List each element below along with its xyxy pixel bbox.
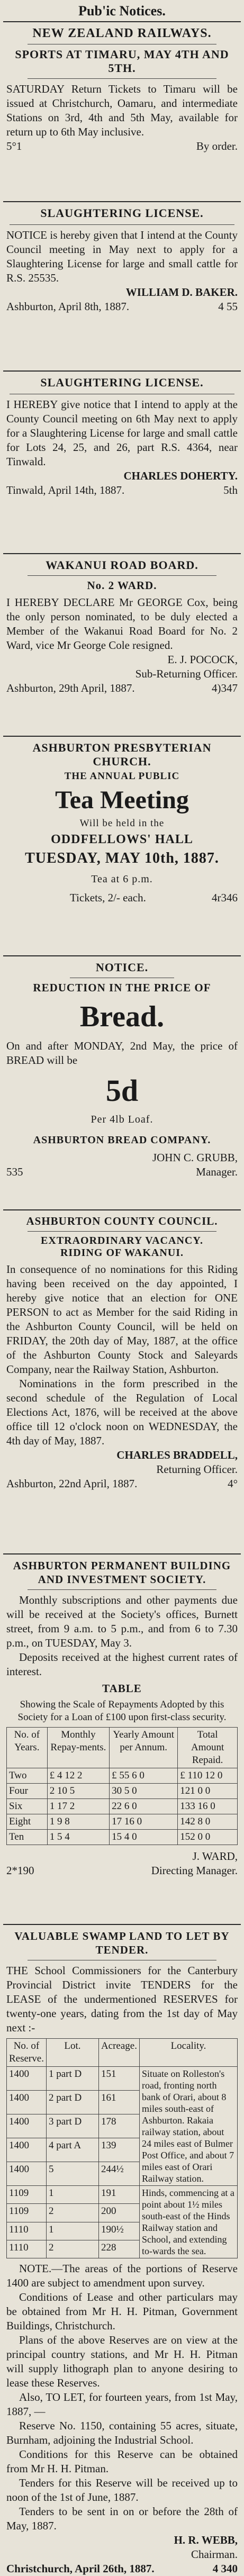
table-cell: 1110 [7, 2240, 47, 2258]
col-header: Acreage. [98, 2039, 139, 2067]
table-row [7, 1814, 238, 1830]
table-cell: 5 [46, 2162, 98, 2186]
col-header: Monthly Repay-ments. [47, 1728, 109, 1768]
county-role: Returning Officer. [156, 1463, 238, 1476]
building-ref: 2*190 [6, 1864, 34, 1877]
table-cell: 152 0 0 [178, 1830, 238, 1845]
table-row [7, 1830, 238, 1845]
table-cell: Ten [7, 1830, 48, 1845]
slaughter2-title: SLAUGHTERING LICENSE. [40, 376, 204, 389]
table-cell: 178 [98, 2114, 139, 2138]
table-cell: 1109 [7, 2204, 47, 2222]
tea-hall: ODDFELLOWS' HALL [51, 833, 193, 846]
table-cell: 139 [98, 2138, 139, 2162]
table-cell: £ 110 12 0 [178, 1768, 238, 1784]
table-cell: 190½ [98, 2222, 139, 2240]
slaughter1-date: Ashburton, April 8th, 1887. [6, 300, 130, 313]
tea-date: TUESDAY, MAY 10th, 1887. [25, 850, 219, 866]
table-cell: Four [7, 1784, 48, 1799]
table-cell: 151 [98, 2067, 139, 2091]
swamp-note3: Plans of the above Reserves are on view at the principal country stations, and Mr H. H. Pitman will supply lithograph plan to anyone desiring to lease these Reserves. [6, 2334, 238, 2389]
table-cell: 1 9 8 [47, 1814, 109, 1830]
reserves-table [6, 2038, 238, 2258]
table-cell: 1 17 2 [47, 1799, 109, 1814]
county-body1: In consequence of no nominations for this Riding having been received on the day appointed, I hereby give notice that an election for ONE PERSON to act as Member for the said Riding in the Ashburton County Council, will be held on FRIDAY, the 20th day of May, 1887, at the office of the Ashburton County Stock and Saleyards Company, near the Railway Station, Ashburton. [6, 1263, 238, 1376]
table-cell: 1109 [7, 2186, 47, 2204]
divider [3, 1209, 241, 1210]
table-cell: Eight [7, 1814, 48, 1830]
swamp-role: Chairman. [191, 2548, 238, 2561]
table-cell: 2 part D [46, 2091, 98, 2114]
building-title: ASHBURTON PERMANENT BUILDING AND INVESTMENT SOCIETY. [13, 1559, 231, 1586]
slaughter1-name: WILLIAM D. BAKER. [125, 286, 238, 299]
table-cell: 3 part D [46, 2114, 98, 2138]
slaughter2-body: I HEREBY give notice that I intend to apply at the County Council meeting on 6th May next to apply for a Slaughtering License for large and small cattle for Lots 24, 25, and 26, part R.S. 4364, near Tinwald. [6, 398, 238, 468]
bread-company: ASHBURTON BREAD COMPANY. [33, 1134, 211, 1146]
tea-tickets: Tickets, 2/- each. [70, 891, 146, 904]
building-body2: Deposits received at the highest current rates of interest. [6, 1651, 238, 1678]
table-cell: 161 [98, 2091, 139, 2114]
bread-price: 5d [105, 1073, 139, 1108]
table-cell: 244½ [98, 2162, 139, 2186]
table-cell: 1 [46, 2186, 98, 2204]
swamp-note7: Tenders for this Reserve will be received up to noon of the 1st of June, 1887. [6, 2476, 238, 2503]
slaughter2-ref: 5th [223, 484, 238, 496]
wakanui-role: Sub-Returning Officer. [135, 667, 238, 680]
wakanui-date: Ashburton, 29th April, 1887. [6, 682, 135, 694]
slaughter1-body: NOTICE is hereby given that I intend at the County Council meeting in May next to apply for a Slaughtering License for large and small cattle for R.S. 25535. [6, 229, 238, 284]
divider [3, 21, 241, 22]
table-cell: 1 [46, 2222, 98, 2240]
county-ref: 4° [228, 1477, 238, 1490]
table-cell: 133 16 0 [178, 1799, 238, 1814]
slaughter2-date: Tinwald, April 14th, 1887. [6, 484, 125, 496]
divider [3, 370, 241, 372]
slaughter2-name: CHARLES DOHERTY. [123, 469, 238, 482]
col-header: Locality. [139, 2039, 237, 2067]
table-cell: £ 55 6 0 [110, 1768, 178, 1784]
table-cell: 1400 [7, 2162, 47, 2186]
table-cell: 2 [46, 2204, 98, 2222]
locality-cell: Hinds, commencing at a point about 1½ miles south-east of the Hinds Railway station and School, and extending to-wards the sea. [139, 2186, 237, 2258]
divider [28, 78, 216, 79]
county-date: Ashburton, 22nd April, 1887. [6, 1477, 138, 1490]
swamp-land-notice [0, 1929, 244, 2575]
slaughter1-title: SLAUGHTERING LICENSE. [40, 206, 204, 220]
table-cell: 1 part D [46, 2067, 98, 2091]
table-row [7, 1768, 238, 1784]
table-cell: 4 part A [46, 2138, 98, 2162]
col-header: Total Amount Repaid. [178, 1728, 238, 1768]
table-cell: 191 [98, 2186, 139, 2204]
table-cell: 22 6 0 [110, 1799, 178, 1814]
col-header: No. of Reserve. [7, 2039, 47, 2067]
tea-annual: THE ANNUAL PUBLIC [64, 771, 180, 782]
building-name: J. WARD, [192, 1850, 238, 1863]
railways-sign: By order. [196, 140, 238, 152]
divider [28, 575, 216, 576]
table-cell: 1400 [7, 2067, 47, 2091]
bread-body: On and after MONDAY, 2nd May, the price of BREAD will be [6, 1040, 238, 1066]
slaughter-notice-1 [0, 206, 244, 370]
repayment-table [6, 1727, 238, 1845]
railways-notice [0, 26, 244, 201]
swamp-note2: Conditions of Lease and other particulars may be obtained from Mr H. H. Pitman, Government Buildings, Christchurch. [6, 2291, 238, 2332]
bread-role: Manager. [196, 1165, 238, 1178]
table-cell: 30 5 0 [110, 1784, 178, 1799]
col-header: Yearly Amount per Annum. [110, 1728, 178, 1768]
divider [3, 955, 241, 956]
bread-title: Bread. [79, 1000, 165, 1033]
swamp-note8: Tenders to be sent in on or before the 28th of May, 1887. [6, 2505, 238, 2532]
table-cell: 228 [98, 2240, 139, 2258]
bread-notice [0, 961, 244, 1209]
col-header: Lot. [46, 2039, 98, 2067]
wakanui-ward: No. 2 WARD. [87, 579, 157, 592]
swamp-name: H. R. WEBB, [174, 2534, 238, 2546]
swamp-body: THE School Commissioners for the Canterbury Provincial District invite TENDERS for the LEASE of the undermentioned RESERVES for twenty-one years, dating from the 1st day of May next :- [6, 1964, 238, 2034]
divider [3, 1924, 241, 1925]
table-cell: 2 10 5 [47, 1784, 109, 1799]
table-row [7, 2067, 238, 2091]
tea-meeting-notice [0, 741, 244, 955]
table-cell: 1400 [7, 2138, 47, 2162]
swamp-ref: 4 340 [212, 2562, 238, 2575]
bread-name: JOHN C. GRUBB, [152, 1151, 238, 1164]
divider [3, 736, 241, 737]
bread-reduction: REDUCTION IN THE PRICE OF [33, 981, 211, 994]
swamp-date: Christchurch, April 26th, 1887. [6, 2562, 155, 2575]
building-society-notice [0, 1559, 244, 1924]
table-cell: 15 4 0 [110, 1830, 178, 1845]
divider [28, 1589, 216, 1590]
railways-title: NEW ZEALAND RAILWAYS. [32, 26, 212, 40]
divider [3, 553, 241, 554]
section-heading: Pub'ic Notices. [78, 3, 166, 19]
locality-cell: Situate on Rolleston's road, fronting north bank of Orari, about 8 miles south-east of Ashburton. Rakaia railway station, about 24 miles east of Bulmer Post Office, and about 7 miles east of Orari Railway station. [139, 2067, 237, 2186]
table-cell: 1400 [7, 2091, 47, 2114]
table-header-row [7, 2039, 238, 2067]
slaughter-notice-2 [0, 376, 244, 553]
wakanui-notice [0, 558, 244, 736]
railways-subtitle: SPORTS AT TIMARU, MAY 4TH AND 5TH. [15, 48, 229, 75]
county-body2: Nominations in the form prescribed in the second schedule of the Regulation of Local Elections Act, 1876, will be received at the above office till 12 o'clock noon on WEDNESDAY, the 4th day of May, 1887. [6, 1377, 238, 1447]
wakanui-name: E. J. POCOCK, [167, 653, 238, 666]
table-cell: 1 5 4 [47, 1830, 109, 1845]
swamp-note1: NOTE.—The areas of the portions of Reserve 1400 are subject to amendment upon survey. [6, 2262, 238, 2289]
table-cell: 2 [46, 2240, 98, 2258]
table-row [7, 1784, 238, 1799]
divider [3, 1553, 241, 1554]
wakanui-ref: 4)347 [212, 682, 238, 694]
table-cell: 121 0 0 [178, 1784, 238, 1799]
table-header-row [7, 1728, 238, 1768]
table-cell: Two [7, 1768, 48, 1784]
bread-notice-label: NOTICE. [95, 961, 149, 974]
tea-time: Tea at 6 p.m. [91, 873, 153, 885]
divider [10, 224, 234, 225]
swamp-title: VALUABLE SWAMP LAND TO LET BY TENDER. [14, 1930, 230, 1956]
divider [3, 201, 241, 202]
bread-per: Per 4lb Loaf. [91, 1114, 153, 1125]
table-cell: 17 16 0 [110, 1814, 178, 1830]
county-sub1: EXTRAORDINARY VACANCY. [41, 1235, 203, 1246]
county-title: ASHBURTON COUNTY COUNCIL. [26, 1215, 218, 1227]
wakanui-body: I HEREBY DECLARE Mr GEORGE Cox, being the only person nominated, to be duly elected a Member of the Wakanui Road Board for No. 2 Ward, vice Mr George Cole resigned. [6, 596, 238, 652]
wakanui-title: WAKANUI ROAD BOARD. [46, 558, 198, 572]
table-cell: 1400 [7, 2114, 47, 2138]
slaughter1-ref: 4 55 [218, 300, 238, 313]
county-council-notice [0, 1215, 244, 1553]
tea-held: Will be held in the [79, 818, 165, 829]
railways-body: SATURDAY Return Tickets to Timaru will be issued at Christchurch, Oamaru, and intermediate Stations on 3rd, 4th and 5th May, available for return up to 6th May inclusive. [6, 83, 238, 138]
swamp-note4: Also, TO LET, for fourteen years, from 1st May, 1887, — [6, 2391, 238, 2418]
tea-church: ASHBURTON PRESBYTERIAN CHURCH. [32, 741, 212, 768]
tea-title: Tea Meeting [55, 786, 189, 814]
swamp-note6: Conditions for this Reserve can be obtained from Mr H. H. Pitman. [6, 2448, 238, 2475]
tea-ref: 4r346 [212, 891, 238, 904]
table-cell: Six [7, 1799, 48, 1814]
bread-ref: 535 [6, 1165, 23, 1178]
table-cell: £ 4 12 2 [47, 1768, 109, 1784]
building-table-desc: Showing the Scale of Repayments Adopted by this Society for a Loan of £100 upon first-class security. [17, 1699, 227, 1723]
building-body1: Monthly subscriptions and other payments due will be received at the Society's offices, Burnett street, from 9 a.m. to 5 p.m., and from 6 to 7.30 p.m., on TUESDAY, May 3. [6, 1594, 238, 1649]
county-name: CHARLES BRADDELL, [116, 1449, 238, 1461]
table-row [7, 2186, 238, 2204]
col-header: No. of Years. [7, 1728, 48, 1768]
table-cell: 142 8 0 [178, 1814, 238, 1830]
county-sub2: RIDING OF WAKANUI. [60, 1247, 184, 1259]
table-cell: 1110 [7, 2222, 47, 2240]
divider [28, 1231, 216, 1232]
table-row [7, 1799, 238, 1814]
building-table-title: TABLE [102, 1682, 142, 1695]
building-role: Directing Manager. [151, 1864, 238, 1877]
railways-ref: 5°1 [6, 140, 22, 152]
table-cell: 200 [98, 2204, 139, 2222]
swamp-note5: Reserve No. 1150, containing 55 acres, situate, Burnham, adjoining the Industrial School. [6, 2419, 238, 2446]
